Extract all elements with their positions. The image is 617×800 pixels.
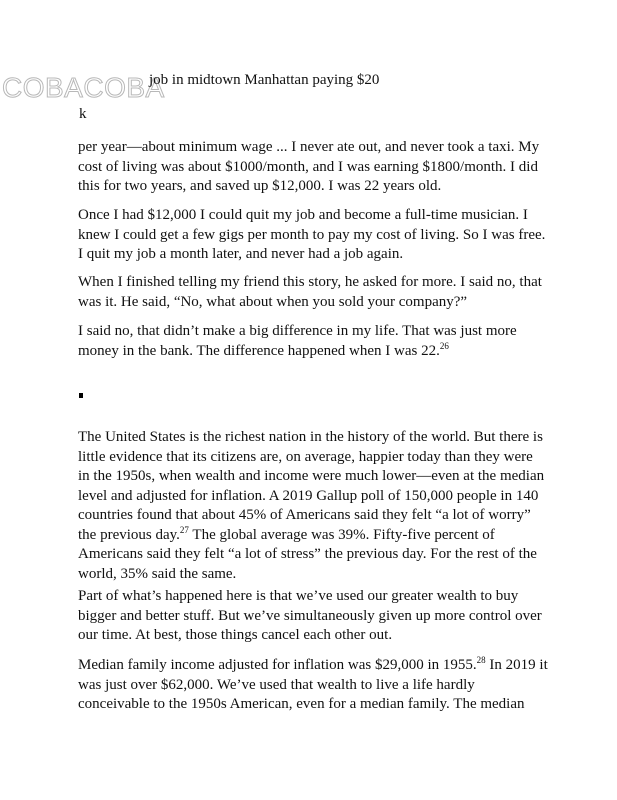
paragraph-5-body <box>78 428 548 584</box>
footnote-marker-26: 26 <box>439 340 449 351</box>
paragraph-5-text-a: The United States is the richest nation in the history of the world. But there is little evidence that its citizens are, on average, happier today than they were in the 1950s, when wealth and income were much lower—even at the median level and adjusted for inflation. A 2019 Gallup poll of 150,000 people in 140 countries found that about 45% of Americans said they felt “a lot of worry” the previous day. <box>78 429 545 543</box>
footnote-marker-28: 28 <box>476 655 486 665</box>
paragraph-4-body <box>78 322 548 361</box>
paragraph-4 <box>78 322 548 361</box>
paragraph-2-text: Once I had $12,000 I could quit my job and become a full-time musician. I knew I could get a few gigs per month to pay my cost of living. So I was free. I quit my job a month later, and never had a job again. <box>78 207 546 262</box>
paragraph-2 <box>78 206 548 265</box>
paragraph-4-text: I said no, that didn’t make a big difference in my life. That was just more money in the bank. The difference happened when I was 22. <box>78 323 517 359</box>
paragraph-1 <box>78 138 548 197</box>
paragraph-7-text-b: In 2019 it was just over $62,000. We’ve used that wealth to live a life hardly conceivable to the 1950s American, even for a median family. The median <box>78 657 548 712</box>
paragraph-7-text-a: Median family income adjusted for inflation was $29,000 in 1955. <box>78 657 477 673</box>
paragraph-5 <box>78 428 548 584</box>
footnote-marker-27: 27 <box>179 524 189 535</box>
section-marker <box>79 393 83 398</box>
paragraph-3 <box>78 273 548 312</box>
paragraph-6-text: Part of what’s happened here is that we’ve used our greater wealth to buy bigger and better stuff. But we’ve simultaneously given up more control over our time. At best, those things cancel each other out. <box>78 588 542 643</box>
watermark: COBACOBA <box>2 72 165 103</box>
paragraph-7-body <box>78 656 548 715</box>
paragraph-6 <box>78 587 548 646</box>
paragraph-1-text: per year—about minimum wage ... I never ate out, and never took a taxi. My cost of living was about $1000/month, and I was earning $1800/month. I did this for two years, and saved up $12,000. I was 22 years old. <box>78 139 540 194</box>
paragraph-7 <box>78 656 548 715</box>
paragraph-3-text: When I finished telling my friend this story, he asked for more. I said no, that was it. He said, “No, what about when you sold your company?” <box>78 274 542 310</box>
header-fragment-continuation: k <box>79 106 87 122</box>
header-fragment: job in midtown Manhattan paying $20 <box>149 72 380 88</box>
paragraph-5-text-b: The global average was 39%. Fifty-five percent of Americans said they felt “a lot of stress” the previous day. For the rest of the world, 35% said the same. <box>78 526 537 582</box>
